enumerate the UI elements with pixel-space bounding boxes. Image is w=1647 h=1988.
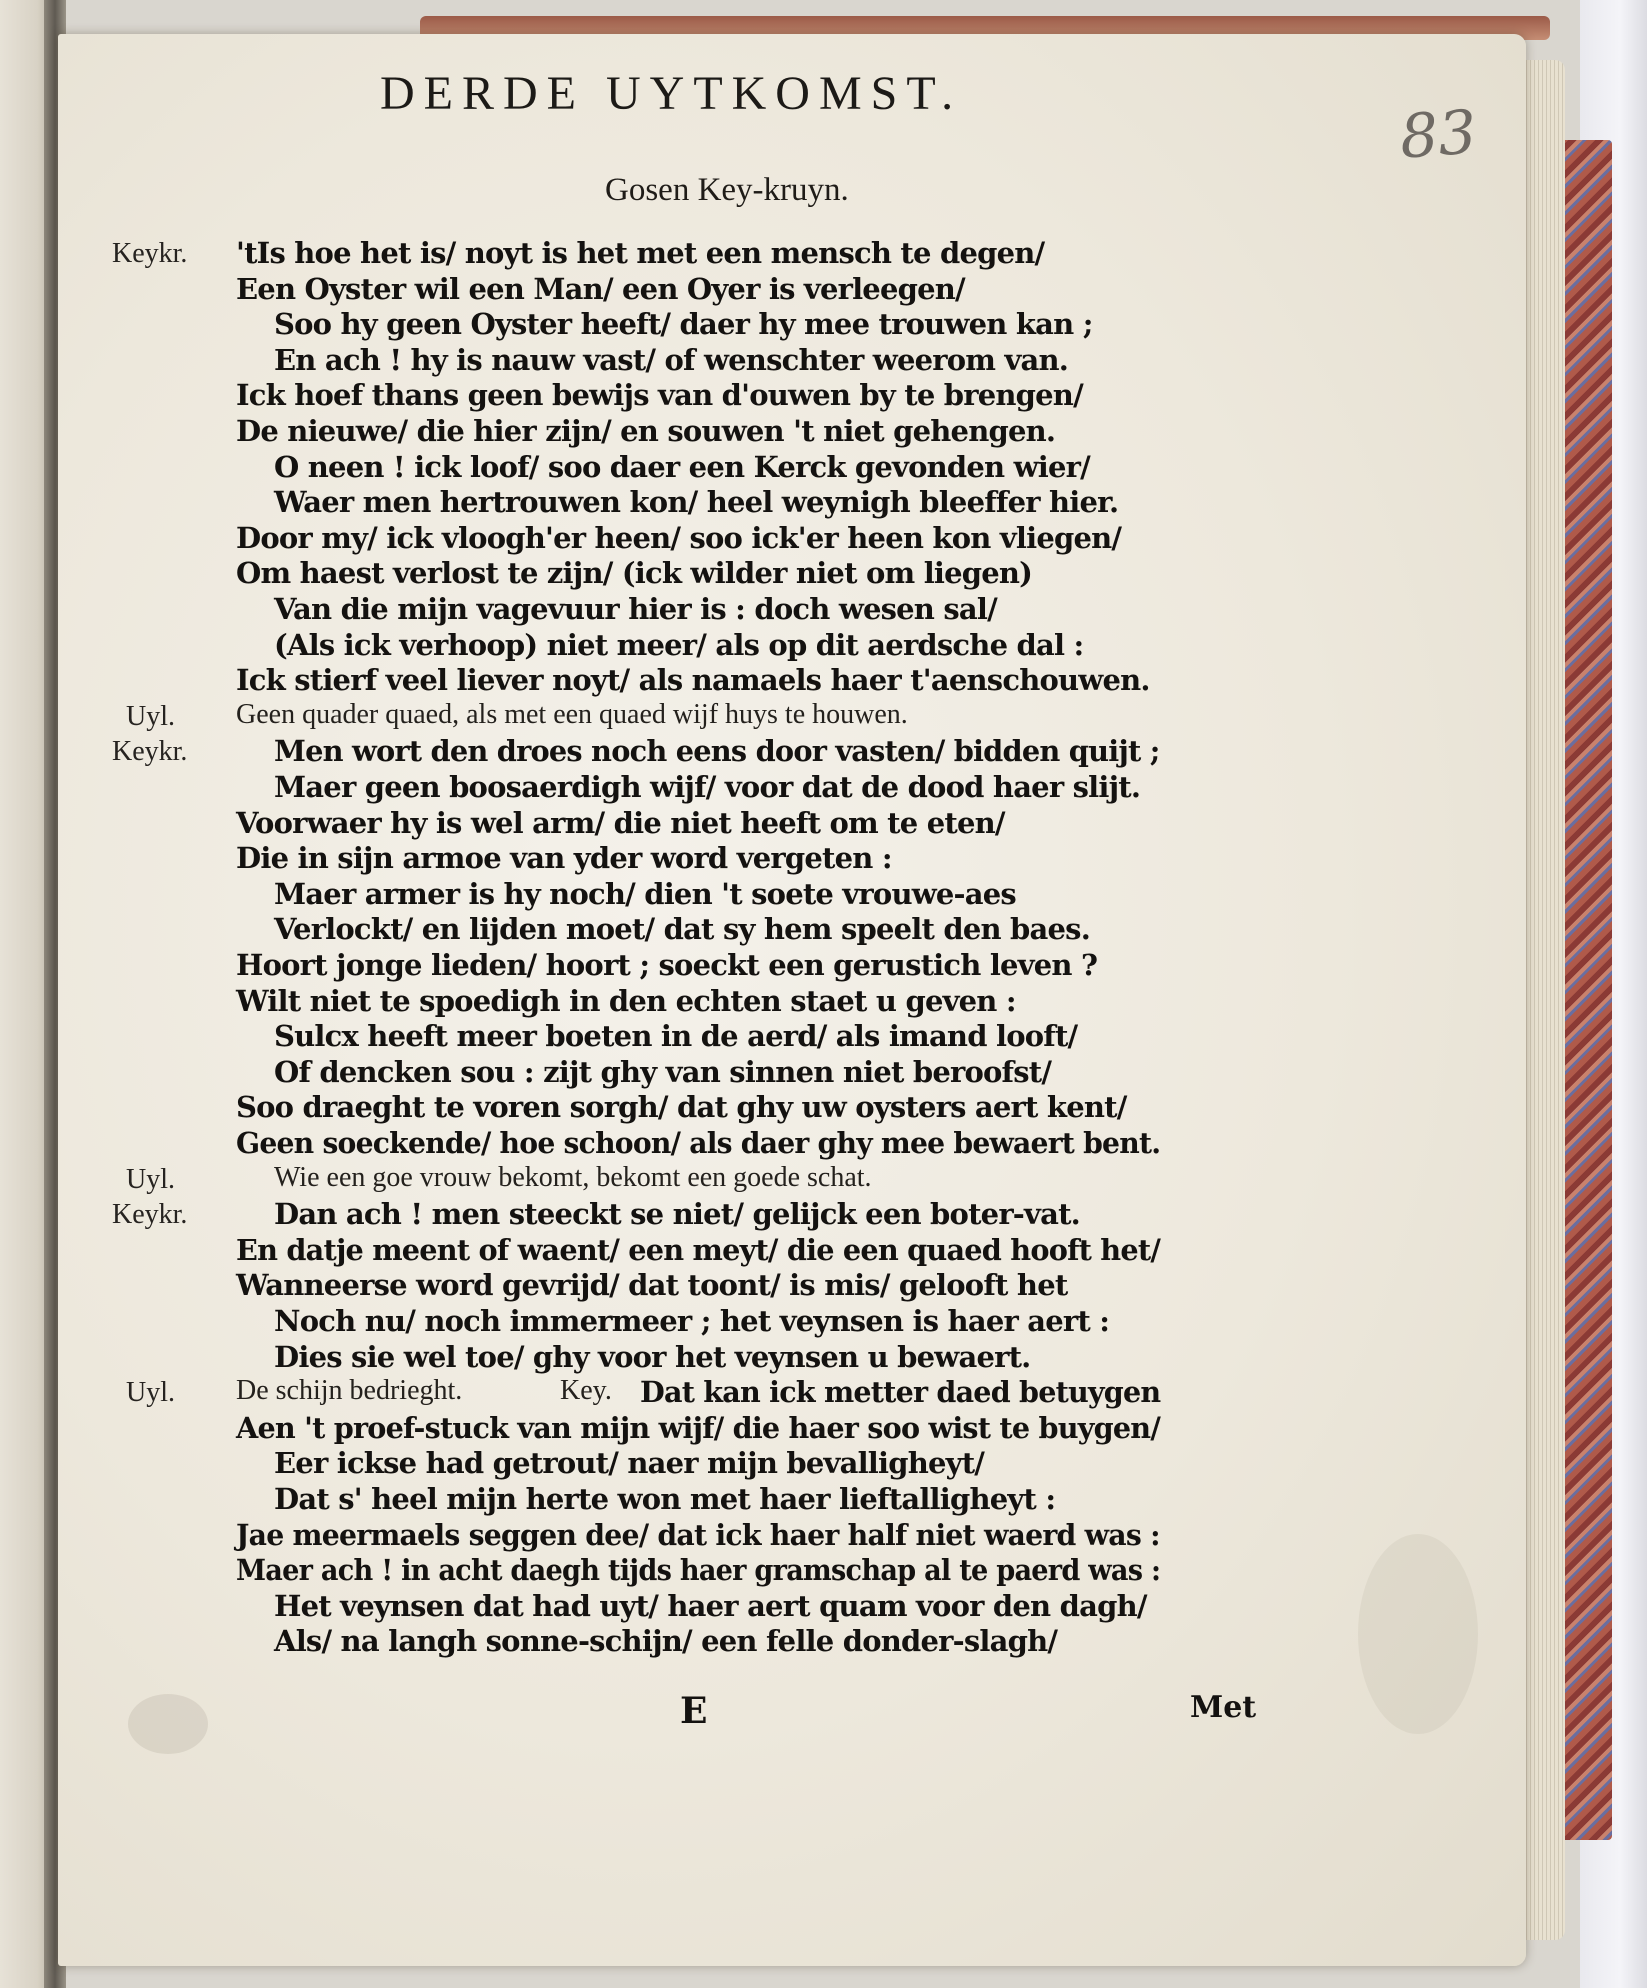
verse-line: Maer armer is hy noch/ dien 't soete vrouwe-aes (274, 877, 1016, 911)
verse-line: Ick stierf veel liever noyt/ als namaels haer t'aenschouwen. (236, 663, 1150, 697)
verse-line: Wanneerse word gevrijd/ dat toont/ is mis/ gelooft het (236, 1268, 1068, 1302)
verse-line: Geen soeckende/ hoe schoon/ als daer ghy mee bewaert bent. (236, 1126, 1161, 1160)
verse-line: 'tIs hoe het is/ noyt is het met een mensch te degen/ (236, 236, 1045, 270)
verse-line: Soo hy geen Oyster heeft/ daer hy mee trouwen kan ; (274, 307, 1093, 341)
verse-line: Aen 't proef-stuck van mijn wijf/ die haer soo wist te buygen/ (236, 1411, 1161, 1445)
verse-line: Sulcx heeft meer boeten in de aerd/ als imand looft/ (274, 1019, 1078, 1053)
verse-line: Hoort jonge lieden/ hoort ; soeckt een gerustich leven ? (236, 948, 1098, 982)
verse-line: Wilt niet te spoedigh in den echten staet u geven : (236, 984, 1016, 1018)
verse-line: Voorwaer hy is wel arm/ die niet heeft om te eten/ (236, 806, 1005, 840)
speaker-label: Uyl. (126, 1377, 175, 1408)
scene-subheading: Gosen Key-kruyn. (605, 172, 849, 208)
verse-line-continuation: Dat kan ick metter daed betuygen (640, 1375, 1161, 1409)
verse-line: Verlockt/ en lijden moet/ dat sy hem speelt den baes. (274, 912, 1091, 946)
verse-line: Het veynsen dat had uyt/ haer aert quam voor den dagh/ (274, 1589, 1147, 1623)
signature-mark: E (680, 1690, 708, 1732)
paper-stain (128, 1694, 208, 1754)
verse-line: Van die mijn vagevuur hier is : doch wesen sal/ (274, 592, 997, 626)
verse-line: (Als ick verhoop) niet meer/ als op dit aerdsche dal : (274, 628, 1084, 662)
verse-line: Ick hoef thans geen bewijs van d'ouwen by te brengen/ (236, 378, 1083, 412)
speaker-label: Keykr. (112, 736, 188, 767)
verse-line: Dies sie wel toe/ ghy voor het veynsen u bewaert. (274, 1340, 1031, 1374)
verse-line: Wie een goe vrouw bekomt, bekomt een goede schat. (274, 1162, 872, 1193)
marbled-cover-edge (1560, 140, 1612, 1840)
verse-line: En ach ! hy is nauw vast/ of wenschter weerom van. (274, 343, 1069, 377)
verse-line: En datje meent of waent/ een meyt/ die een quaed hooft het/ (236, 1233, 1161, 1267)
verse-line: Die in sijn armoe van yder word vergeten : (236, 841, 892, 875)
paper-stain (1358, 1534, 1478, 1734)
inline-speaker-cue: Key. (560, 1375, 612, 1406)
verse-line: Noch nu/ noch immermeer ; het veynsen is haer aert : (274, 1304, 1110, 1338)
page-heading: DERDE UYTKOMST. (380, 67, 963, 120)
verse-line: Maer ach ! in acht daegh tijds haer gramschap al te paerd was : (236, 1553, 1161, 1587)
speaker-label: Keykr. (112, 1199, 188, 1230)
verse-line: Dat s' heel mijn herte won met haer lieftalligheyt : (274, 1482, 1056, 1516)
verse-line: Waer men hertrouwen kon/ heel weynigh bleeffer hier. (274, 485, 1119, 519)
verse-line: Als/ na langh sonne-schijn/ een felle donder-slagh/ (274, 1624, 1058, 1658)
verse-line: Dan ach ! men steeckt se niet/ gelijck een boter-vat. (274, 1197, 1080, 1231)
catchword: Met (1190, 1690, 1257, 1725)
verse-line: Een Oyster wil een Man/ een Oyer is verleegen/ (236, 272, 965, 306)
verse-line: Eer ickse had getrout/ naer mijn bevalligheyt/ (274, 1446, 985, 1480)
verse-line: De schijn bedrieght. (236, 1375, 463, 1406)
verse-line: Door my/ ick vloogh'er heen/ soo ick'er heen kon vliegen/ (236, 521, 1122, 555)
verse-line: Of dencken sou : zijt ghy van sinnen niet beroofst/ (274, 1055, 1052, 1089)
verse-line: Soo draeght te voren sorgh/ dat ghy uw oysters aert kent/ (236, 1090, 1127, 1124)
verse-line: Geen quader quaed, als met een quaed wijf huys te houwen. (236, 699, 908, 730)
verse-line: Men wort den droes noch eens door vasten/ bidden quijt ; (274, 734, 1160, 768)
speaker-label: Uyl. (126, 701, 175, 732)
verse-line: Om haest verlost te zijn/ (ick wilder niet om liegen) (236, 556, 1033, 590)
verse-line: De nieuwe/ die hier zijn/ en souwen 't niet gehengen. (236, 414, 1056, 448)
folio-number: 83 (1397, 97, 1479, 173)
verse-line: Maer geen boosaerdigh wijf/ voor dat de dood haer slijt. (274, 770, 1141, 804)
verse-line: O neen ! ick loof/ soo daer een Kerck gevonden wier/ (274, 450, 1090, 484)
speaker-label: Keykr. (112, 238, 188, 269)
verse-line: Jae meermaels seggen dee/ dat ick haer half niet waerd was : (236, 1518, 1160, 1552)
speaker-label: Uyl. (126, 1164, 175, 1195)
